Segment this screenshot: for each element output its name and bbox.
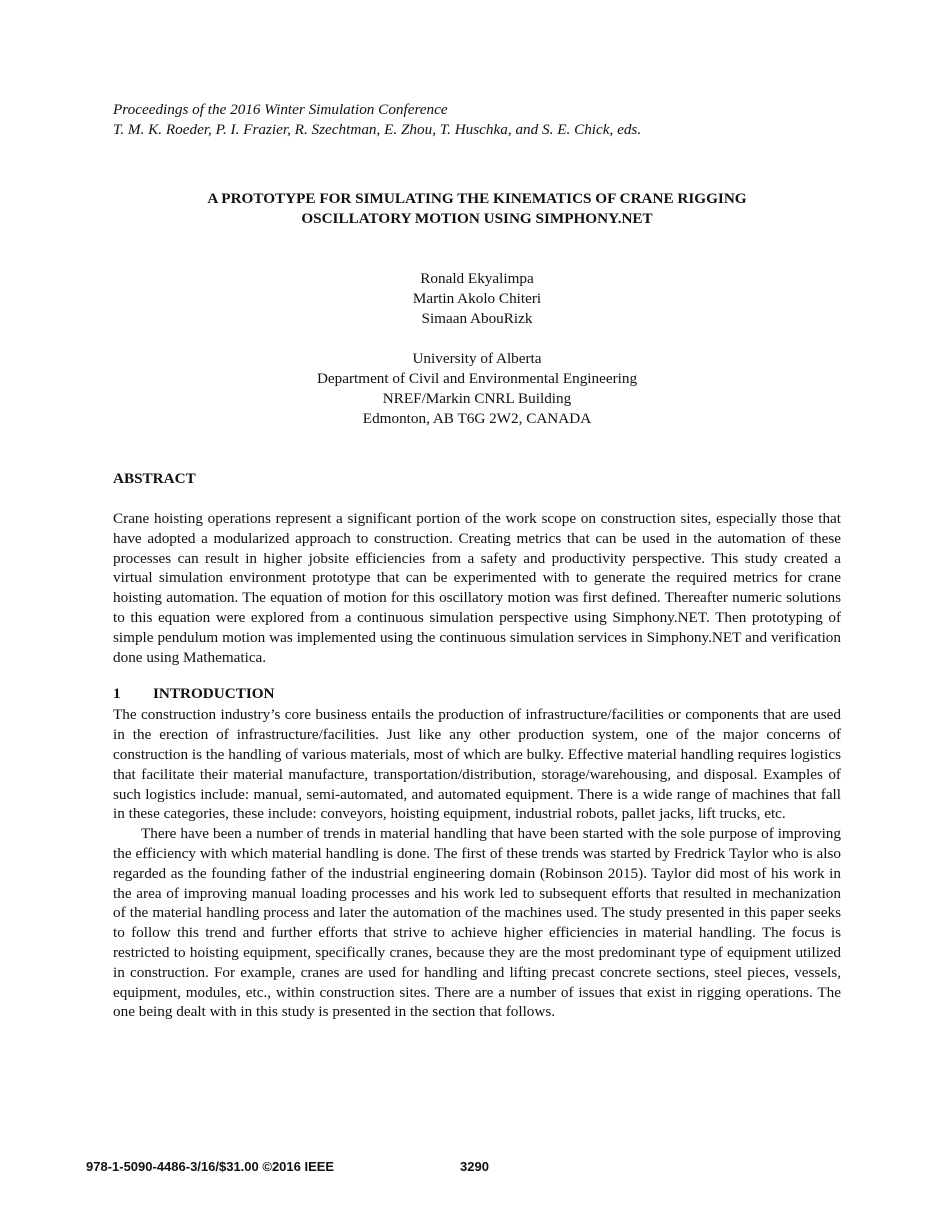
author-name: Ronald Ekyalimpa: [420, 270, 534, 287]
title-line-2: OSCILLATORY MOTION USING SIMPHONY.NET: [301, 210, 653, 227]
affiliation-block: [113, 349, 841, 429]
department-name: Department of Civil and Environmental Engineering: [316, 370, 638, 387]
body-paragraph: There have been a number of trends in material handling that have been started with the sole purpose of improving the efficiency with which material handling is done. The first of these trends was started by Fredrick Taylor who is also regarded as the founding father of the industrial engineering domain (Robinson 2015). Taylor did most of his work in the area of improving manual loading processes and his work led to subsequent efforts that resulted in mechanization of the material handling process and later the automation of the machines used. The study presented in this paper seeks to follow this trend and further efforts that strive to achieve higher efficiencies in material handling. The focus is restricted to hoisting equipment, specifically cranes, because they are the most predominant type of equipment utilized in construction. For example, cranes are used for handling and lifting precast concrete sections, steel pieces, vessels, equipment, modules, etc., within construction sites. There are a number of issues that exist in rigging operations. The one being dealt with in this study is presented in the section that follows.: [113, 825, 841, 1021]
paper-page: [113, 100, 841, 1022]
abstract-text: Crane hoisting operations represent a significant portion of the work scope on construction sites, especially those that have adopted a modularized approach to construction. Creating metrics that can be used in the automation of these processes can result in higher jobsite efficiencies from a safety and productivity perspective. This study created a virtual simulation environment prototype that can be experimented with to generate the required metrics for crane hoisting automation. The equation of motion for this oscillatory motion was first defined. Thereafter numeric solutions to this equation were explored from a continuous simulation perspective using Simphony.NET. Then prototyping of simple pendulum motion was implemented using the continuous simulation services in Simphony.NET and verification done using Mathematica.: [113, 510, 841, 666]
author-name: Simaan AbouRizk: [421, 310, 533, 327]
university-name: University of Alberta: [412, 350, 542, 367]
conference-name: Proceedings of the 2016 Winter Simulation Conference: [113, 101, 448, 118]
section-number: 1: [113, 685, 121, 703]
page-number: 3290: [460, 1159, 489, 1174]
building-name: NREF/Markin CNRL Building: [382, 390, 572, 407]
body-paragraph: The construction industry’s core business entails the production of infrastructure/facilities or components that are used in the erection of infrastructure/facilities. Just like any other production system, one of the major concerns of construction is the handling of various materials, most of which are bulky. Effective material handling requires logistics that facilitate their material manufacture, transportation/distribution, storage/warehousing, and disposal. Examples of such logistics include: manual, semi-automated, and automated equipment. There is a wide range of machines that fall in these categories, these include: conveyors, hoisting equipment, industrial robots, pallet jacks, lift trucks, etc.: [113, 706, 841, 823]
editors-line: T. M. K. Roeder, P. I. Frazier, R. Szechtman, E. Zhou, T. Huschka, and S. E. Chick, eds.: [113, 121, 642, 138]
author-list: [113, 269, 841, 329]
introduction-body: [113, 705, 841, 1022]
address-line: Edmonton, AB T6G 2W2, CANADA: [362, 410, 592, 427]
title-line-1: A PROTOTYPE FOR SIMULATING THE KINEMATICS OF CRANE RIGGING: [207, 190, 747, 207]
copyright-notice: 978-1-5090-4486-3/16/$31.00 ©2016 IEEE: [86, 1159, 335, 1174]
section-heading-introduction: [113, 684, 841, 704]
page-footer: [86, 1158, 489, 1176]
paper-title: [113, 189, 841, 229]
author-name: Martin Akolo Chiteri: [412, 290, 542, 307]
abstract-heading: ABSTRACT: [113, 470, 196, 487]
section-title: INTRODUCTION: [153, 685, 275, 703]
